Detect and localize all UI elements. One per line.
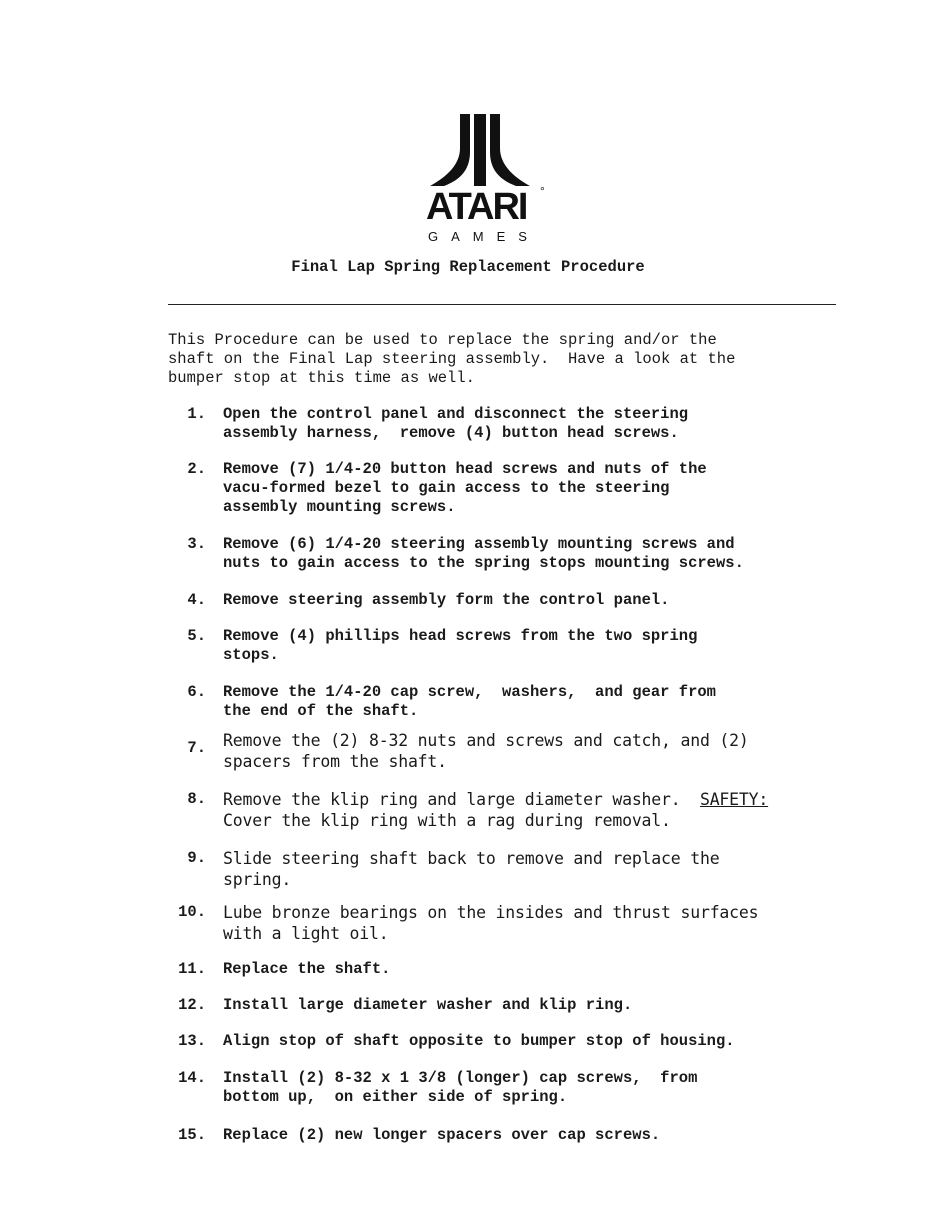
fuji-icon: [426, 112, 536, 188]
step-number: 10.: [178, 903, 206, 921]
step-text: Lube bronze bearings on the insides and thrust surfaces with a light oil.: [223, 903, 759, 943]
atari-wordmark: ATARI: [426, 186, 527, 228]
step-text: Remove the klip ring and large diameter washer.: [223, 790, 700, 809]
step-text: Remove (7) 1/4-20 button head screws and nuts of the vacu-formed bezel to gain access to the steering assembly mounting screws.: [223, 460, 707, 516]
step-number: 11.: [178, 960, 206, 978]
step-text: Remove the 1/4-20 cap screw, washers, and gear from the end of the shaft.: [223, 683, 716, 720]
safety-label: SAFETY:: [699, 790, 769, 809]
step-number: 2.: [187, 460, 206, 478]
step-text: Replace the shaft.: [223, 960, 391, 978]
step-text: Remove (4) phillips head screws from the two spring stops.: [223, 627, 698, 664]
step-number: 9.: [187, 849, 206, 867]
step-number: 13.: [178, 1032, 206, 1050]
step-text: Open the control panel and disconnect the steering assembly harness, remove (4) button head screws.: [223, 405, 689, 442]
atari-games-subtitle: GAMES: [428, 229, 540, 244]
step-text: Install large diameter washer and klip ring.: [223, 996, 633, 1014]
step-number: 3.: [187, 535, 206, 553]
step-text: Remove (6) 1/4-20 steering assembly mounting screws and nuts to gain access to the spring stops mounting screws.: [223, 535, 744, 572]
registered-mark: °: [540, 184, 545, 198]
step-number: 4.: [187, 591, 206, 609]
step-number: 1.: [187, 405, 206, 423]
step-text: Slide steering shaft back to remove and replace the spring.: [223, 849, 720, 889]
step-number: 6.: [187, 683, 206, 701]
step-number: 8.: [187, 790, 206, 808]
step-number: 7.: [187, 739, 206, 757]
step-text: Replace (2) new longer spacers over cap screws.: [223, 1126, 661, 1144]
step-number: 12.: [178, 996, 206, 1014]
step-number: 15.: [178, 1126, 206, 1144]
step-text: Remove steering assembly form the control panel.: [223, 591, 670, 609]
step-text-continued: Cover the klip ring with a rag during removal.: [223, 810, 671, 830]
step-number: 14.: [178, 1069, 206, 1087]
title-divider: [168, 304, 836, 305]
atari-logo: [412, 112, 572, 250]
step-number: 5.: [187, 627, 206, 645]
intro-paragraph: This Procedure can be used to replace the spring and/or the shaft on the Final Lap steering assembly. Have a look at the bumper stop at this time as well.: [168, 331, 736, 387]
document-title: Final Lap Spring Replacement Procedure: [291, 258, 645, 276]
step-text: Align stop of shaft opposite to bumper stop of housing.: [223, 1032, 735, 1050]
step-text-block: [223, 790, 863, 831]
step-text: Remove the (2) 8-32 nuts and screws and catch, and (2) spacers from the shaft.: [223, 731, 749, 771]
step-text: Install (2) 8-32 x 1 3/8 (longer) cap screws, from bottom up, on either side of spring.: [223, 1069, 698, 1106]
